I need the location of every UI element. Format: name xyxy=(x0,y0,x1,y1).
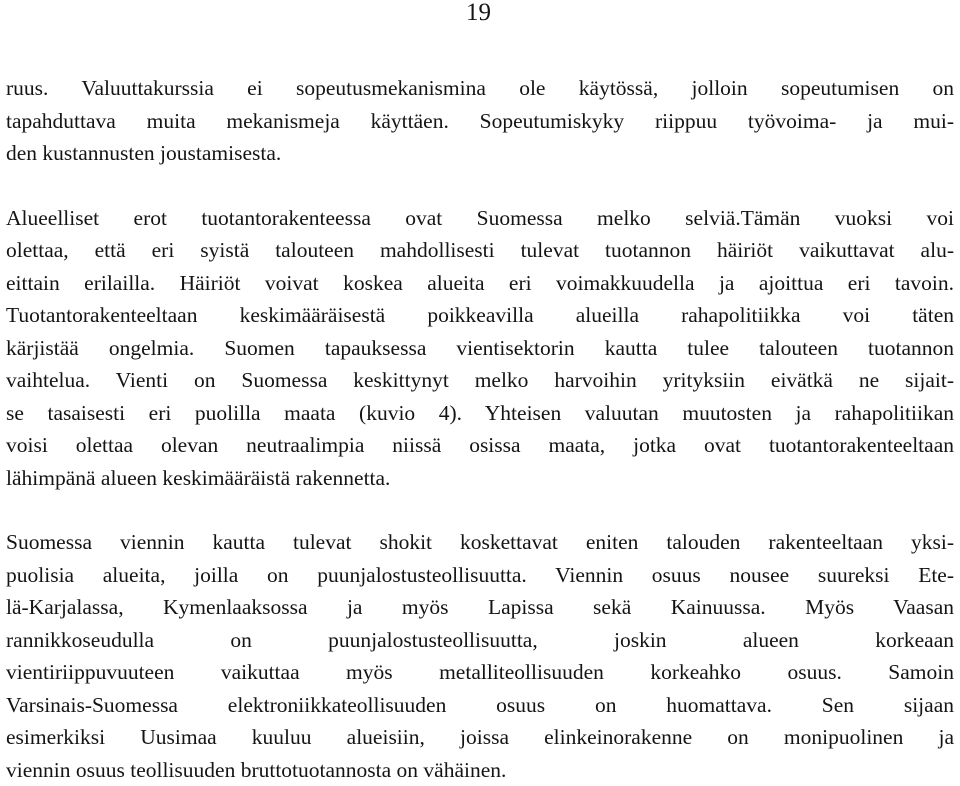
page-number: 19 xyxy=(466,0,491,28)
text-line: olettaa, että eri syistä talouteen mahdollisesti tulevat tuotannon häiriöt vaikuttavat alu- xyxy=(6,234,954,267)
text-line: Alueelliset erot tuotantorakenteessa ovat Suomessa melko selviä.Tämän vuoksi voi xyxy=(6,202,954,235)
document-body xyxy=(6,72,954,786)
text-line: vientiriippuvuuteen vaikuttaa myös metalliteollisuuden korkeahko osuus. Samoin xyxy=(6,656,954,689)
text-line: eittain erilailla. Häiriöt voivat koskea alueita eri voimakkuudella ja ajoittua eri tavoin. xyxy=(6,267,954,300)
paragraph-gap xyxy=(6,170,954,202)
paragraph-1 xyxy=(6,72,954,170)
text-line: tapahduttava muita mekanismeja käyttäen. Sopeutumiskyky riippuu työvoima- ja mui- xyxy=(6,105,954,138)
text-line: Varsinais-Suomessa elektroniikkateollisuuden osuus on huomattava. Sen sijaan xyxy=(6,689,954,722)
text-line: voisi olettaa olevan neutraalimpia niissä osissa maata, jotka ovat tuotantorakenteeltaan xyxy=(6,429,954,462)
text-line: puolisia alueita, joilla on puunjalostusteollisuutta. Viennin osuus nousee suureksi Ete- xyxy=(6,559,954,592)
text-line: rannikkoseudulla on puunjalostusteollisuutta, joskin alueen korkeaan xyxy=(6,624,954,657)
text-line: lähimpänä alueen keskimääräistä rakennetta. xyxy=(6,462,954,495)
paragraph-gap xyxy=(6,494,954,526)
text-line: se tasaisesti eri puolilla maata (kuvio 4). Yhteisen valuutan muutosten ja rahapolitiikan xyxy=(6,397,954,430)
text-line: Suomessa viennin kautta tulevat shokit koskettavat eniten talouden rakenteeltaan yksi- xyxy=(6,526,954,559)
text-line: ruus. Valuuttakurssia ei sopeutusmekanismina ole käytössä, jolloin sopeutumisen on xyxy=(6,72,954,105)
text-line: den kustannusten joustamisesta. xyxy=(6,137,954,170)
paragraph-2 xyxy=(6,202,954,495)
text-line: viennin osuus teollisuuden bruttotuotannosta on vähäinen. xyxy=(6,754,954,786)
text-line: kärjistää ongelmia. Suomen tapauksessa vientisektorin kautta tulee talouteen tuotannon xyxy=(6,332,954,365)
text-line: vaihtelua. Vienti on Suomessa keskittynyt melko harvoihin yrityksiin eivätkä ne sijait- xyxy=(6,364,954,397)
paragraph-3 xyxy=(6,526,954,786)
text-line: lä-Karjalassa, Kymenlaaksossa ja myös Lapissa sekä Kainuussa. Myös Vaasan xyxy=(6,591,954,624)
text-line: esimerkiksi Uusimaa kuuluu alueisiin, joissa elinkeinorakenne on monipuolinen ja xyxy=(6,721,954,754)
text-line: Tuotantorakenteeltaan keskimääräisestä poikkeavilla alueilla rahapolitiikka voi täten xyxy=(6,299,954,332)
